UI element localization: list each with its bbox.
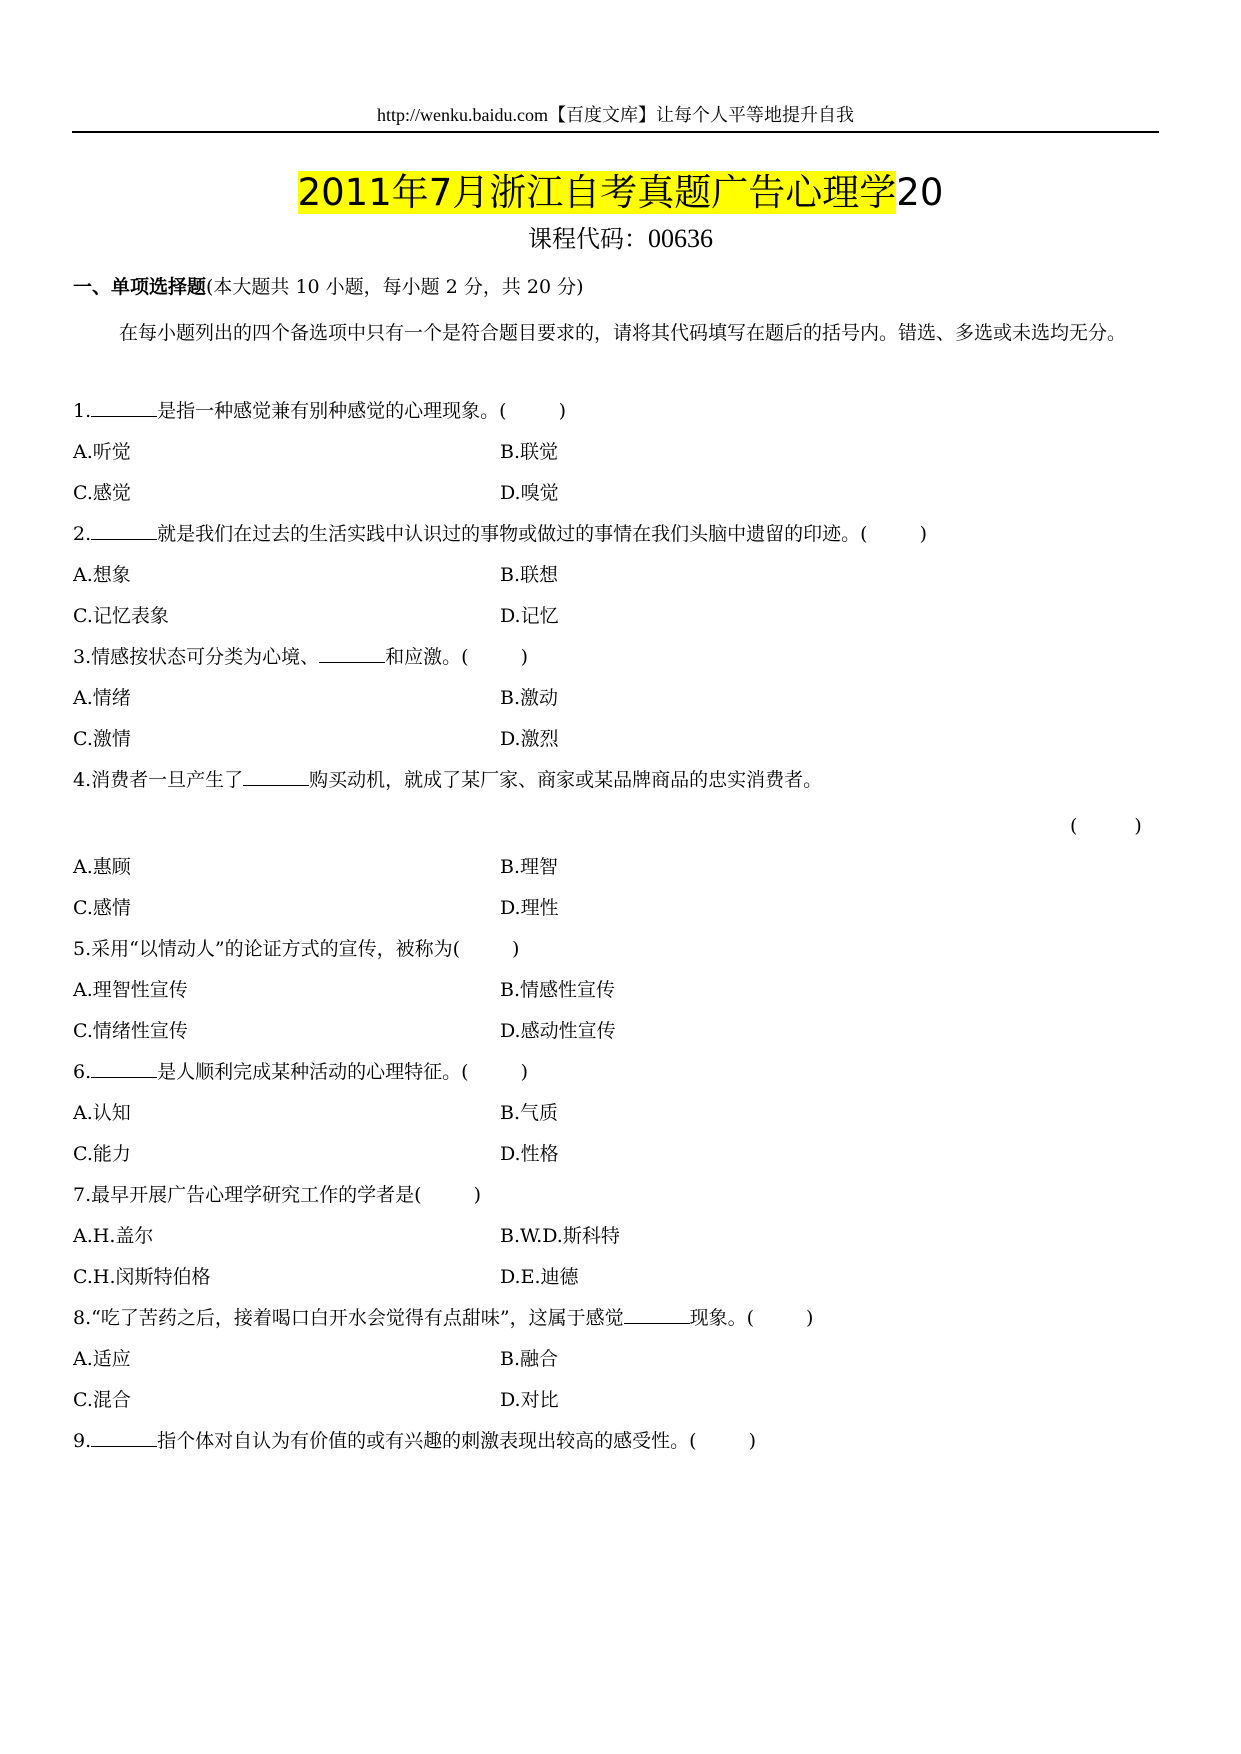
question-2-option-b: B.联想 [500,564,559,586]
question-4-option-b: B.理智 [500,856,559,878]
question-6-option-d: D.性格 [500,1143,559,1165]
page-header [72,104,1159,126]
question-5-option-d: D.感动性宣传 [500,1020,616,1042]
answer-bracket-close: ) [473,1184,481,1206]
question-3 [73,642,528,672]
question-5-option-c: C.情绪性宣传 [73,1020,188,1042]
answer-bracket-close: ) [511,938,520,960]
course-code-line [0,222,1241,256]
question-1-option-c: C.感觉 [73,482,131,504]
question-3-option-c: C.激情 [73,728,131,750]
section-instruction: 在每小题列出的四个备选项中只有一个是符合题目要求的，请将其代码填写在题后的括号内。错选、多选或未选均无分。 [119,322,1127,344]
question-3-option-d: D.激烈 [500,728,559,750]
question-number: 2. [73,523,92,545]
question-4-option-a: A.惠顾 [73,856,131,878]
answer-bracket-close: ) [520,1061,528,1083]
question-text-before: “吃了苦药之后，接着喝口白开水会觉得有点甜味”，这属于感觉 [91,1307,624,1329]
header-divider [72,131,1159,133]
question-2 [73,519,927,549]
question-9 [73,1426,756,1456]
title-highlighted-text: 2011年7月浙江自考真题广告心理学 [297,171,897,214]
question-7-option-d: D.E.迪德 [500,1266,579,1288]
answer-blank [243,767,309,786]
question-number: 4. [73,769,92,791]
question-number: 3. [73,646,92,668]
answer-bracket-close: ) [748,1430,756,1452]
question-1 [73,396,566,426]
question-text: 购买动机，就成了某厂家、商家或某品牌商品的忠实消费者。 [309,769,823,791]
section-title: 一、单项选择题 [73,276,207,298]
question-2-option-d: D.记忆 [500,605,559,627]
question-7 [73,1180,481,1210]
question-4-option-c: C.感情 [73,897,131,919]
question-6-option-c: C.能力 [73,1143,131,1165]
answer-bracket-close: ) [520,646,528,668]
answer-blank [91,1059,157,1078]
question-1-option-b: B.联觉 [500,441,559,463]
answer-blank [91,521,157,540]
section-note: (本大题共 10 小题，每小题 2 分，共 20 分) [206,276,584,298]
question-3-option-b: B.激动 [500,687,559,709]
answer-bracket-close: ) [558,400,566,422]
header-text: http://wenku.baidu.com【百度文库】让每个人平等地提升自我 [377,105,854,125]
answer-blank [624,1305,690,1324]
question-number: 7. [73,1184,92,1206]
question-5-option-a: A.理智性宣传 [73,979,188,1001]
question-text: 就是我们在过去的生活实践中认识过的事物或做过的事情在我们头脑中遗留的印迹。( [157,523,868,545]
answer-blank [319,644,385,663]
question-7-option-b: B.W.D.斯科特 [500,1225,620,1247]
question-text: 指个体对自认为有价值的或有兴趣的刺激表现出较高的感受性。( [157,1430,697,1452]
question-number: 9. [73,1430,92,1452]
question-number: 6. [73,1061,92,1083]
answer-blank [91,398,157,417]
question-number: 8. [73,1307,92,1329]
question-7-option-c: C.H.闵斯特伯格 [73,1266,211,1288]
question-4-option-d: D.理性 [500,897,559,919]
question-4-answer-bracket: ( ) [1070,815,1142,837]
question-2-option-c: C.记忆表象 [73,605,169,627]
section-heading [73,272,584,302]
question-5 [73,934,519,964]
question-text: 现象。( [689,1307,754,1329]
question-3-option-a: A.情绪 [73,687,131,709]
question-number: 5. [73,938,92,960]
question-text-before: 情感按状态可分类为心境、 [91,646,320,668]
course-code-value: 00636 [648,224,713,253]
answer-bracket-close: ) [919,523,927,545]
document-title [0,168,1241,218]
question-text: 是指一种感觉兼有别种感觉的心理现象。( [157,400,507,422]
question-text: 最早开展广告心理学研究工作的学者是( [91,1184,422,1206]
question-6-option-b: B.气质 [500,1102,559,1124]
question-4 [73,765,822,795]
course-code-label: 课程代码： [528,225,648,253]
question-1-option-d: D.嗅觉 [500,482,559,504]
question-number: 1. [73,400,92,422]
question-text-before: 消费者一旦产生了 [91,769,244,791]
question-text: 采用“以情动人”的论证方式的宣传，被称为( [91,938,460,960]
question-8-option-c: C.混合 [73,1389,131,1411]
question-8 [73,1303,813,1333]
question-5-option-b: B.情感性宣传 [500,979,616,1001]
question-text: 和应激。( [385,646,469,668]
question-2-option-a: A.想象 [73,564,131,586]
answer-bracket-close: ) [806,1307,814,1329]
question-8-option-a: A.适应 [73,1348,131,1370]
question-text: 是人顺利完成某种活动的心理特征。( [157,1061,469,1083]
answer-blank [91,1428,157,1447]
question-6 [73,1057,528,1087]
question-8-option-b: B.融合 [500,1348,559,1370]
title-suffix: 20 [896,171,944,214]
question-6-option-a: A.认知 [73,1102,131,1124]
question-7-option-a: A.H.盖尔 [73,1225,154,1247]
question-8-option-d: D.对比 [500,1389,559,1411]
question-1-option-a: A.听觉 [73,441,131,463]
